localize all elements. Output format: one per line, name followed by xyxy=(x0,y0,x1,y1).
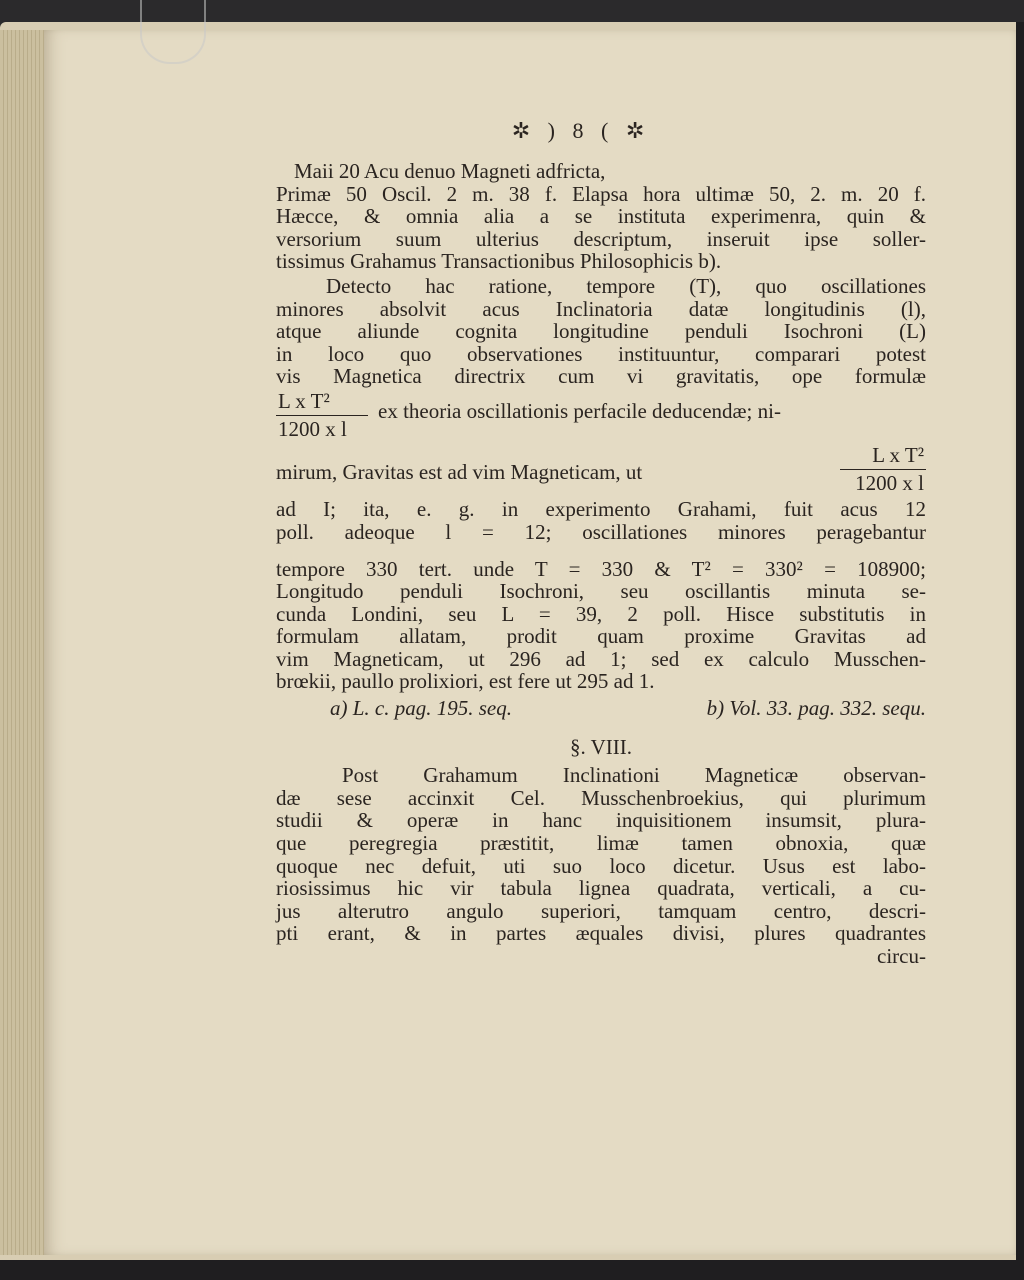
text-line: pti erant, & in partes æquales divisi, plures quadrantes xyxy=(276,921,926,946)
formula-fraction-2 xyxy=(840,444,926,494)
text-line: formulam allatam, prodit quam proxime Gravitas ad xyxy=(276,624,926,649)
ratio-row xyxy=(276,444,926,494)
text-line: ad I; ita, e. g. in experimento Grahami, fuit acus 12 xyxy=(276,497,926,522)
footnote-b: b) Vol. 33. pag. 332. sequ. xyxy=(706,696,926,721)
footnote-a: a) L. c. pag. 195. seq. xyxy=(330,696,512,721)
section-heading: §. VIII. xyxy=(569,734,632,759)
text-line: cunda Londini, seu L = 39, 2 poll. Hisce substitutis in xyxy=(276,601,926,626)
catchword: circu- xyxy=(877,944,926,968)
text-line: Longitudo penduli Isochroni, seu oscillantis minuta se- xyxy=(276,579,926,604)
text-line: dæ sese accinxit Cel. Musschenbroekius, qui plurimum xyxy=(276,785,926,810)
text-line: studii & operæ in hanc inquisitionem insumsit, plura- xyxy=(276,808,926,833)
fraction-bar xyxy=(276,415,368,416)
text-line: minores absolvit acus Inclinatoria datæ longitudinis (l), xyxy=(276,296,926,321)
bottom-background xyxy=(0,1260,1024,1280)
text-line: Primæ 50 Oscil. 2 m. 38 f. Elapsa hora ultimæ 50, 2. m. 20 f. xyxy=(276,181,926,206)
text-line: que peregregia præstitit, limæ tamen obnoxia, quæ xyxy=(276,831,926,856)
clip-mark xyxy=(140,0,206,64)
text-line: ex theoria oscillationis perfacile deducendæ; ni- xyxy=(378,398,781,423)
formula-denominator: 1200 x l xyxy=(855,470,924,495)
text-line: tissimus Grahamus Transactionibus Philosophicis b). xyxy=(276,249,722,274)
formula-denominator: 1200 x l xyxy=(278,416,347,441)
text-line: jus alterutro angulo superiori, tamquam centro, descri- xyxy=(276,898,926,923)
text-line: riosissimus hic vir tabula lignea quadrata, verticali, a cu- xyxy=(276,876,926,901)
formula-numerator: L x T² xyxy=(278,388,330,413)
text-line: Detecto hac ratione, tempore (T), quo oscillationes xyxy=(326,273,926,298)
formula-row xyxy=(276,390,926,440)
page-text xyxy=(276,120,926,968)
text-line: quoque nec defuit, uti suo loco dicetur. Usus est labo- xyxy=(276,853,926,878)
paragraph-3 xyxy=(276,498,926,693)
formula-fraction xyxy=(276,390,368,440)
text-line: versorium suum ulterius descriptum, inseruit ipse soller- xyxy=(276,226,926,251)
text-line: vim Magneticam, ut 296 ad 1; sed ex calculo Musschen- xyxy=(276,646,926,671)
text-line: brœkii, paullo prolixiori, est fere ut 295 ad 1. xyxy=(276,669,655,694)
page-edges xyxy=(0,30,48,1255)
text-line: Hæcce, & omnia alia a se instituta experimenra, quin & xyxy=(276,204,926,229)
text-line: in loco quo observationes instituuntur, comparari potest xyxy=(276,341,926,366)
text-line: poll. adeoque l = 12; oscillationes minores peragebantur xyxy=(276,519,926,544)
paragraph-2 xyxy=(276,275,926,388)
fraction-bar xyxy=(840,469,926,470)
paragraph-1 xyxy=(276,160,926,273)
right-binding xyxy=(1016,22,1024,1262)
text-line: mirum, Gravitas est ad vim Magneticam, ut xyxy=(276,459,643,484)
formula-numerator: L x T² xyxy=(872,443,924,468)
running-head: ✲ ) 8 ( ✲ xyxy=(511,118,651,143)
paragraph-4 xyxy=(276,764,926,945)
text-line: atque aliunde cognita longitudine penduli Isochroni (L) xyxy=(276,319,926,344)
text-line: tempore 330 tert. unde T = 330 & T² = 330² = 108900; xyxy=(276,556,926,581)
text-line: Post Grahamum Inclinationi Magneticæ observan- xyxy=(342,763,926,788)
text-line: Maii 20 Acu denuo Magneti adfricta, xyxy=(294,159,606,183)
footnotes xyxy=(276,697,926,720)
text-line: vis Magnetica directrix cum vi gravitatis, ope formulæ xyxy=(276,364,926,389)
